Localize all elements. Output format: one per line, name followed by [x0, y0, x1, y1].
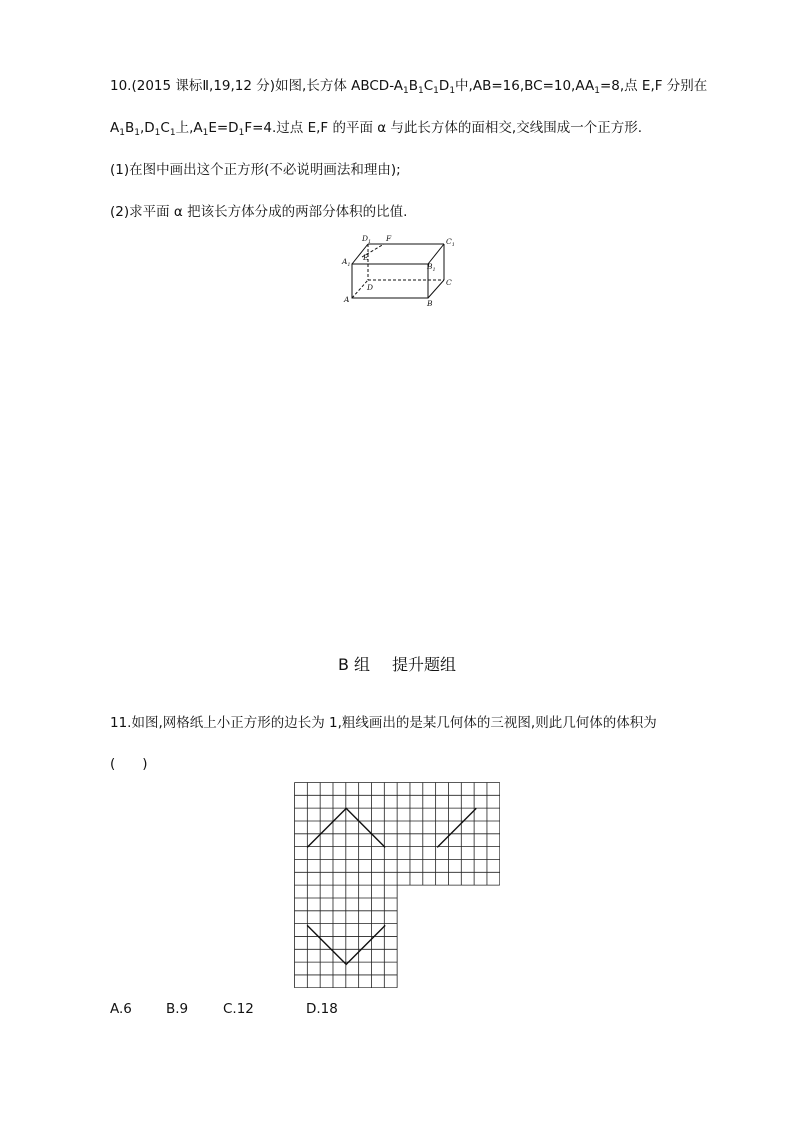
- q10-part1: (1)在图中画出这个正方形(不必说明画法和理由);: [110, 162, 401, 178]
- q11-blank: ( ): [110, 756, 148, 772]
- choice-c[interactable]: C.12: [223, 1001, 254, 1017]
- q10-line1: 10.(2015 课标Ⅱ,19,12 分)如图,长方体 ABCD-$A_1B_1C_1D_1$中$,AB=16,BC=10,AA_1=8$,点 E,F 分别在: [110, 78, 708, 96]
- choice-d[interactable]: D.18: [306, 1001, 338, 1017]
- choice-b[interactable]: B.9: [166, 1001, 189, 1017]
- label-c: C: [446, 278, 452, 287]
- side-view-outline: [437, 808, 476, 847]
- label-d: D: [367, 283, 374, 292]
- q10-part2: (2)求平面 α 把该长方体分成的两部分体积的比值.: [110, 204, 408, 220]
- q11-stem: 11.如图,网格纸上小正方形的边长为 1,粗线画出的是某几何体的三视图,则此几何体的体积为: [110, 715, 657, 731]
- label-d1: $D_1$: [362, 234, 372, 245]
- label-b: B: [427, 299, 433, 308]
- label-e: E: [363, 253, 369, 262]
- cuboid-figure: [338, 228, 458, 310]
- q10-text: 10.(2015 课标Ⅱ,19,12 分)如图,长方体 ABCD-A: [110, 78, 403, 94]
- front-face: [352, 264, 428, 298]
- three-view-grid: [294, 782, 500, 988]
- label-f: F: [386, 234, 392, 243]
- q10-line2: $A_1B_1,D_1C_1$上$,A_1E=D_1F=4$.过点 E,F 的平面 α 与此长方体的面相交,交线围成一个正方形.: [110, 120, 643, 138]
- label-b1: $B_1$: [427, 262, 436, 273]
- label-a1: $A_1$: [342, 257, 351, 268]
- label-a: A: [344, 295, 350, 304]
- label-c1: $C_1$: [446, 237, 455, 248]
- choice-a[interactable]: A.6: [110, 1001, 132, 1017]
- q11-choices: [110, 1001, 338, 1017]
- section-heading: B 组 提升题组: [337, 655, 457, 674]
